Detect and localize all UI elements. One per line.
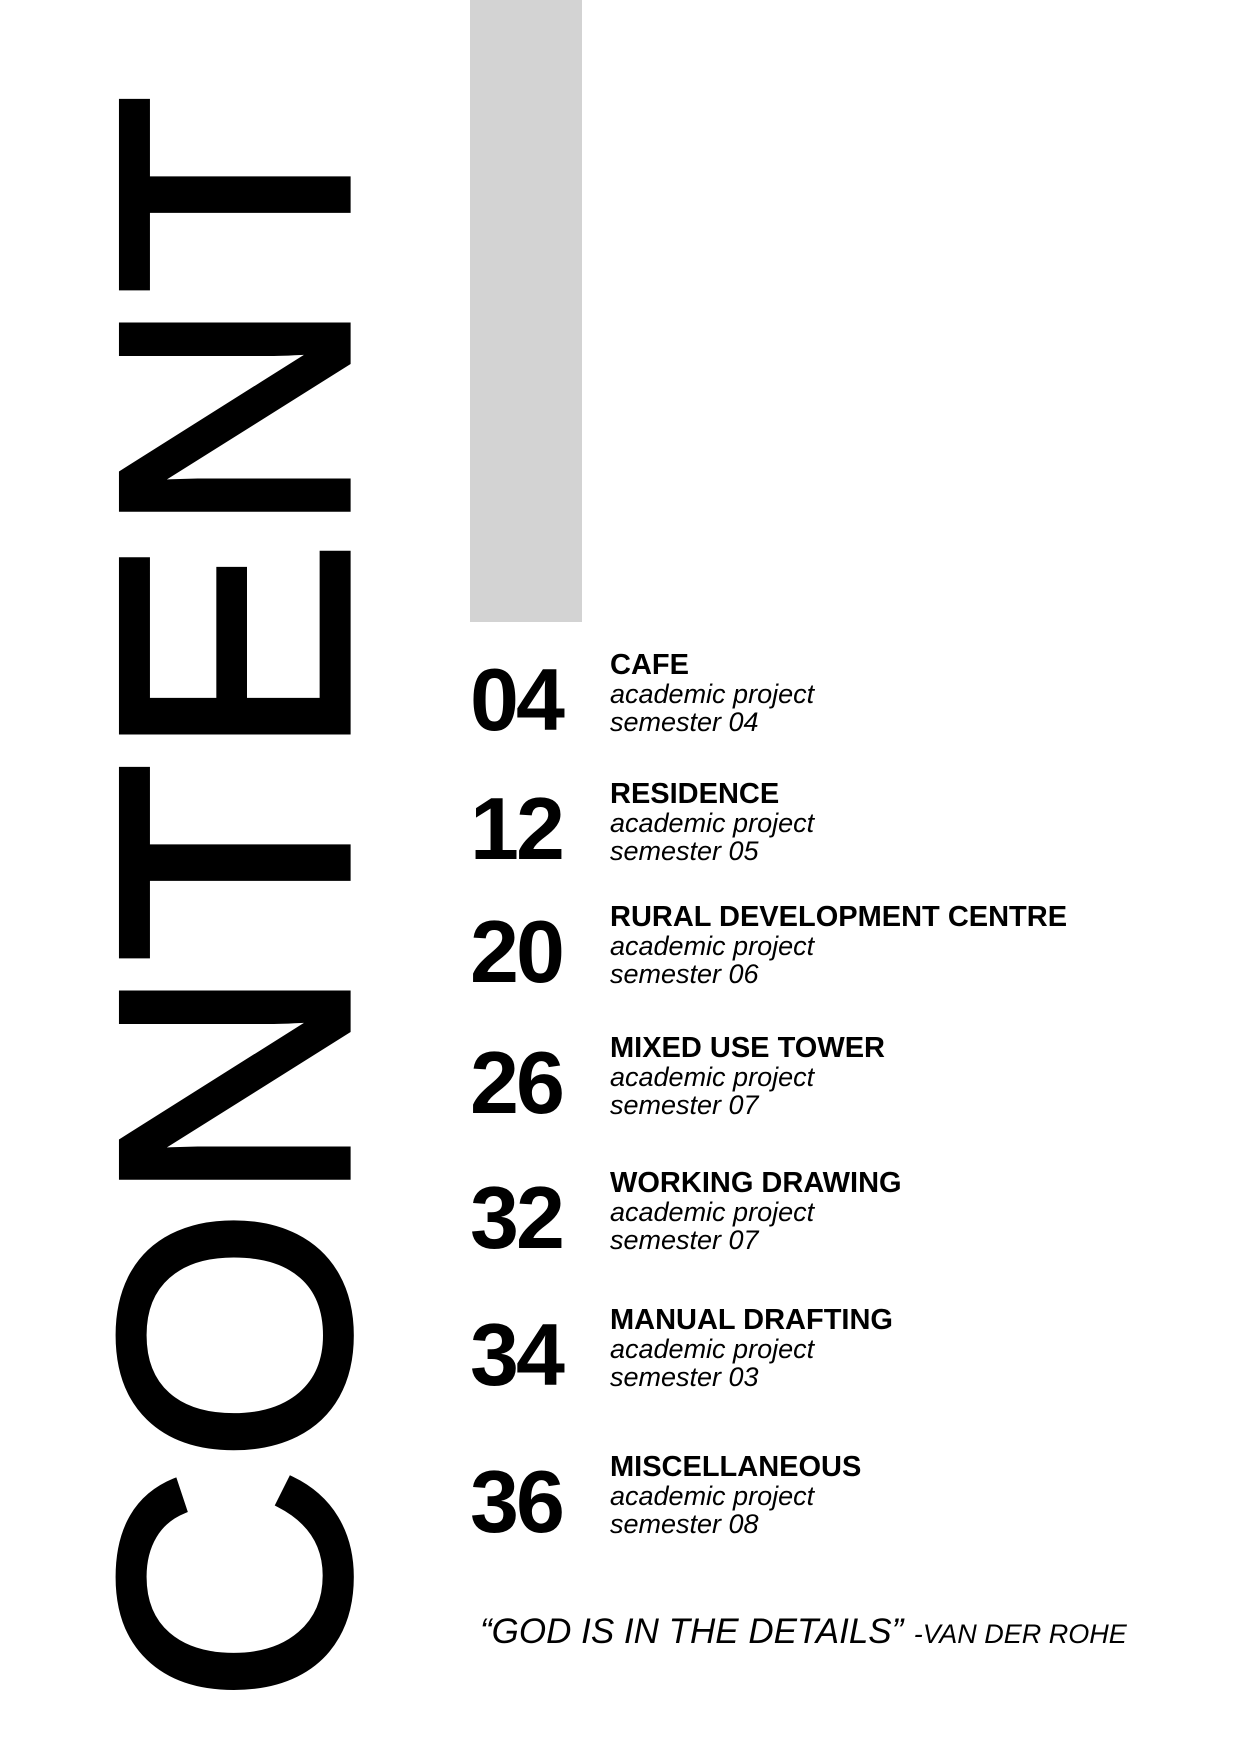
entry-type: academic project xyxy=(610,931,815,961)
entry-title: MIXED USE TOWER xyxy=(610,1032,885,1064)
toc-entry-miscellaneous[interactable] xyxy=(470,1452,1170,1552)
entry-title: MISCELLANEOUS xyxy=(610,1451,862,1483)
toc-entry-text xyxy=(610,1305,893,1391)
quote-text: “GOD IS IN THE DETAILS” xyxy=(480,1612,904,1651)
entry-semester: semester 08 xyxy=(610,1509,759,1539)
quote xyxy=(480,1612,1127,1652)
entry-title: MANUAL DRAFTING xyxy=(610,1304,893,1336)
page-number: 32 xyxy=(470,1168,562,1267)
page-number: 12 xyxy=(470,779,562,878)
entry-type: academic project xyxy=(610,808,815,838)
entry-type: academic project xyxy=(610,1062,815,1092)
entry-title: RESIDENCE xyxy=(610,778,780,810)
entry-semester: semester 05 xyxy=(610,836,759,866)
toc-entry-manual-drafting[interactable] xyxy=(470,1305,1170,1405)
toc-entry-mixed-use-tower[interactable] xyxy=(470,1033,1170,1133)
toc-entry-text xyxy=(610,902,1067,988)
page-number: 20 xyxy=(470,902,562,1001)
page-number: 36 xyxy=(470,1452,562,1551)
toc-entry-text xyxy=(610,650,814,736)
page-number: 04 xyxy=(470,650,562,749)
quote-author: -VAN DER ROHE xyxy=(913,1619,1127,1649)
entry-type: academic project xyxy=(610,1197,815,1227)
toc-entry-rural-development-centre[interactable] xyxy=(470,902,1170,1002)
toc-entry-text xyxy=(610,1452,861,1538)
toc-entry-text xyxy=(610,779,814,865)
entry-semester: semester 04 xyxy=(610,707,759,737)
entry-semester: semester 03 xyxy=(610,1362,759,1392)
page-number: 34 xyxy=(470,1305,562,1404)
entry-semester: semester 07 xyxy=(610,1090,759,1120)
entry-type: academic project xyxy=(610,1481,815,1511)
toc-entry-residence[interactable] xyxy=(470,779,1170,879)
toc-entry-text xyxy=(610,1168,902,1254)
toc-entry-cafe[interactable] xyxy=(470,650,1170,750)
entry-title: RURAL DEVELOPMENT CENTRE xyxy=(610,901,1068,933)
entry-type: academic project xyxy=(610,1334,815,1364)
entry-semester: semester 06 xyxy=(610,959,759,989)
entry-type: academic project xyxy=(610,679,815,709)
entry-semester: semester 07 xyxy=(610,1225,759,1255)
page-heading: CONTENT xyxy=(51,90,419,1704)
entry-title: WORKING DRAWING xyxy=(610,1167,902,1199)
toc-entry-text xyxy=(610,1033,885,1119)
toc-entry-working-drawing[interactable] xyxy=(470,1168,1170,1268)
page-number: 26 xyxy=(470,1033,562,1132)
entry-title: CAFE xyxy=(610,649,689,681)
